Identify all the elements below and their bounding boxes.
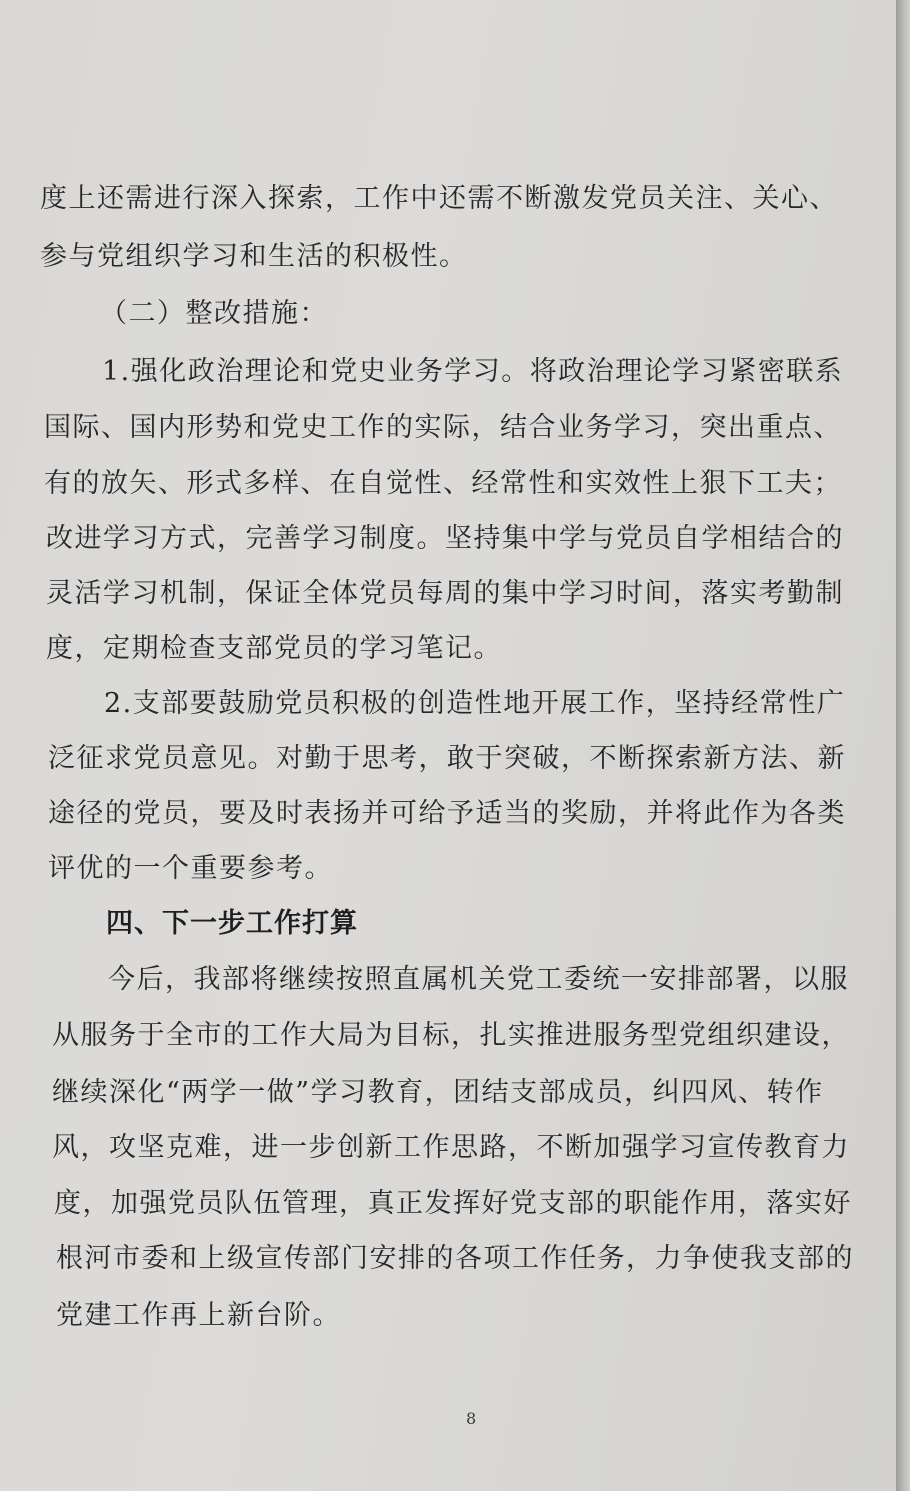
subsection-heading: （二）整改措施： (100, 298, 328, 329)
text-line: 2.支部要鼓励党员积极的创造性地开展工作，坚持经常性广 (104, 688, 846, 719)
text-line: 国际、国内形势和党史工作的实际，结合业务学习，突出重点、 (44, 412, 842, 443)
text-line: 根河市委和上级宣传部门安排的各项工作任务，力争使我支部的 (56, 1243, 854, 1274)
text-line: 度，加强党员队伍管理，真正发挥好党支部的职能作用，落实好 (54, 1188, 852, 1219)
text-line: 泛征求党员意见。对勤于思考，敢于突破，不断探索新方法、新 (48, 743, 846, 774)
text-line: 度，定期检查支部党员的学习笔记。 (46, 633, 502, 664)
text-line: 有的放矢、形式多样、在自觉性、经常性和实效性上狠下工夫； (44, 468, 842, 499)
text-line: 度上还需进行深入探索，工作中还需不断激发党员关注、关心、 (40, 183, 838, 214)
text-line: 风，攻坚克难，进一步创新工作思路，不断加强学习宣传教育力 (52, 1132, 850, 1163)
text-line: 党建工作再上新台阶。 (56, 1300, 341, 1331)
text-line: 1.强化政治理论和党史业务学习。将政治理论学习紧密联系 (102, 356, 844, 387)
page-edge (896, 0, 910, 1491)
text-line: 从服务于全市的工作大局为目标，扎实推进服务型党组织建设， (52, 1020, 850, 1051)
text-line: 继续深化“两学一做”学习教育，团结支部成员，纠四风、转作 (52, 1077, 824, 1108)
text-line: 评优的一个重要参考。 (48, 853, 333, 884)
section-heading: 四、下一步工作打算 (106, 908, 358, 939)
text-line: 参与党组织学习和生活的积极性。 (40, 241, 468, 272)
text-line: 灵活学习机制，保证全体党员每周的集中学习时间，落实考勤制 (46, 578, 844, 609)
page-number: 8 (466, 1409, 477, 1428)
text-line: 今后，我部将继续按照直属机关党工委统一安排部署，以服 (108, 964, 849, 995)
text-line: 改进学习方式，完善学习制度。坚持集中学与党员自学相结合的 (46, 523, 844, 554)
text-line: 途径的党员，要及时表扬并可给予适当的奖励，并将此作为各类 (48, 798, 846, 829)
